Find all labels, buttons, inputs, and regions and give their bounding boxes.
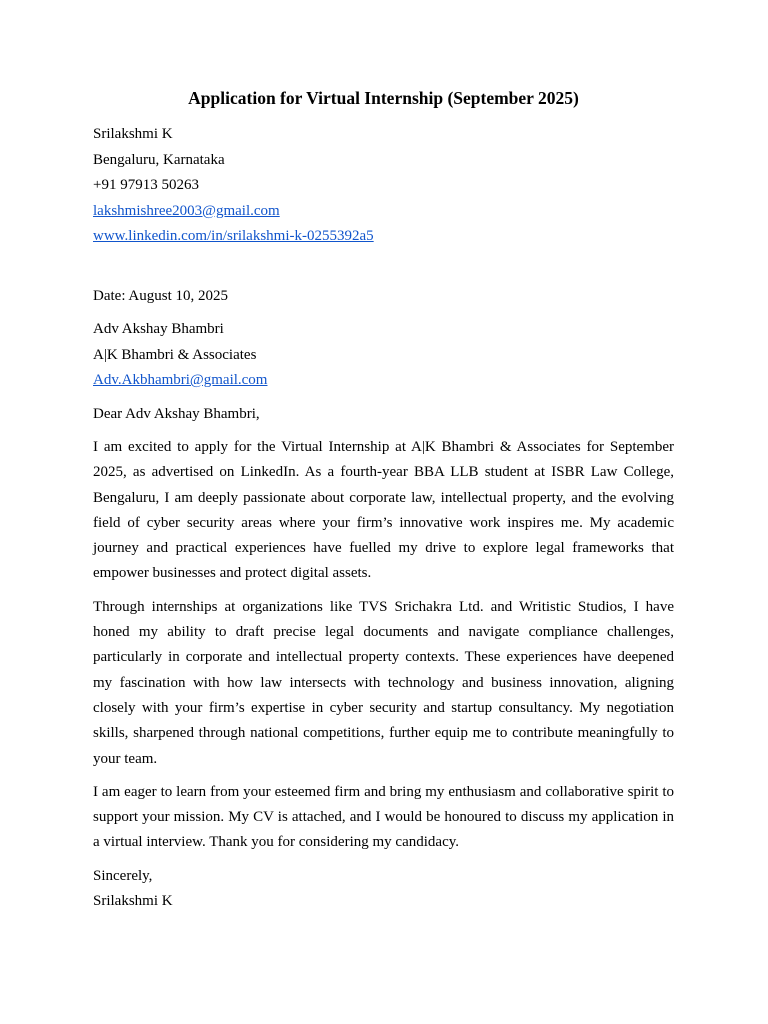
body-paragraph-2: Through internships at organizations like TVS Srichakra Ltd. and Writistic Studios, I have honed my ability to draft precise legal documents and navigate compliance challenges, particularly in corporate and intellectual property contexts. These experiences have deepened my fascination with how law intersects with technology and business innovation, aligning closely with your firm’s expertise in cyber security and startup consultancy. My negotiation skills, sharpened through national competitions, further equip me to contribute meaningfully to your team.	[93, 598, 674, 767]
letter-date: Date: August 10, 2025	[93, 287, 228, 304]
body-paragraph-1: I am excited to apply for the Virtual Internship at A|K Bhambri & Associates for September 2025, as advertised on LinkedIn. As a fourth-year BBA LLB student at ISBR Law College, Bengaluru, I am deeply passionate about corporate law, intellectual property, and the evolving field of cyber security areas where your firm’s innovative work inspires me. My academic journey and practical experiences have fuelled my drive to explore legal frameworks that empower businesses and protect digital assets.	[93, 439, 674, 582]
sender-email-link[interactable]: lakshmishree2003@gmail.com	[93, 202, 280, 219]
recipient-firm: A|K Bhambri & Associates	[93, 346, 257, 363]
closing: Sincerely,	[93, 867, 153, 884]
sender-phone: +91 97913 50263	[93, 177, 199, 193]
recipient-block	[93, 317, 674, 394]
sender-name: Srilakshmi K	[93, 126, 173, 142]
sender-location: Bengaluru, Karnataka	[93, 151, 225, 168]
recipient-email-link[interactable]: Adv.Akbhambri@gmail.com	[93, 372, 268, 388]
sender-block	[93, 122, 674, 250]
letter-page	[93, 86, 674, 915]
sender-linkedin-link[interactable]: www.linkedin.com/in/srilakshmi-k-0255392a5	[93, 228, 374, 244]
recipient-name: Adv Akshay Bhambri	[93, 321, 224, 337]
letter-title: Application for Virtual Internship (September 2025)	[188, 88, 579, 108]
body-paragraph-3: I am eager to learn from your esteemed firm and bring my enthusiasm and collaborative spirit to support your mission. My CV is attached, and I would be honoured to discuss my application in a virtual interview. Thank you for considering my candidacy.	[93, 783, 674, 851]
salutation: Dear Adv Akshay Bhambri,	[93, 405, 260, 422]
signature-name: Srilakshmi K	[93, 893, 173, 910]
